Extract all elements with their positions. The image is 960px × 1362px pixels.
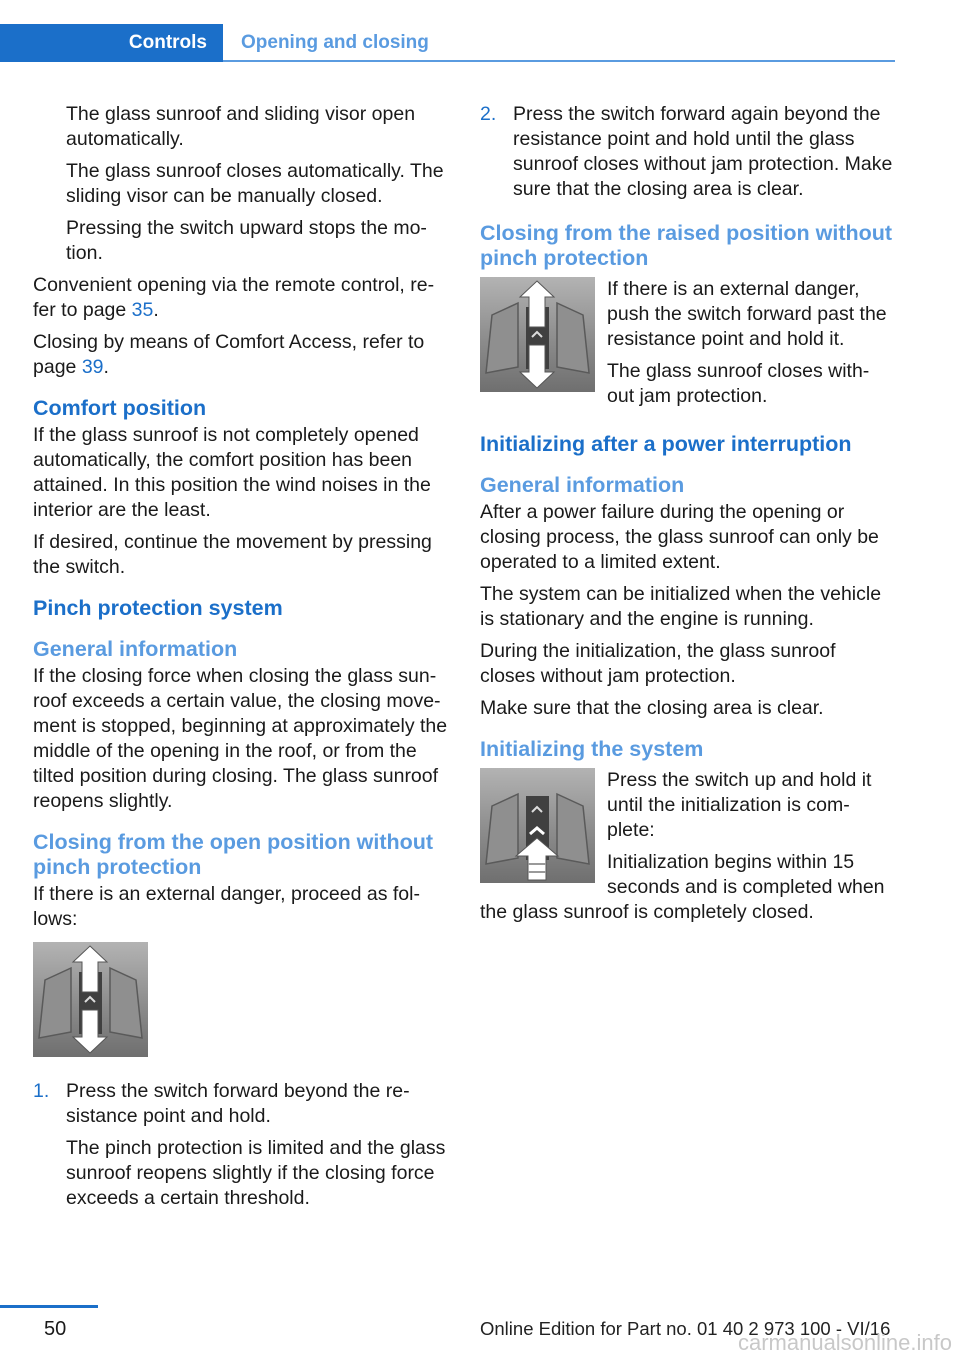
sunroof-switch-figure [33,942,148,1057]
sunroof-switch-figure [480,277,595,392]
list-item [480,102,895,209]
up-arrow-icon [480,768,595,883]
online-edition-text: Online Edition for Part no. 01 40 2 973 100 - VI/16 [480,1318,891,1339]
paragraph: Closing by means of Comfort Access, refer to page 39. [33,331,425,378]
figure-block [480,277,895,416]
list-item [33,1079,448,1218]
header-rule [223,60,895,62]
heading-pinch-protection: Pinch protection system [33,596,283,620]
paragraph: The pinch protection is limited and the glass sunroof reopens slightly if the closing force exceeds a certain threshold. [66,1137,446,1209]
page-number: 50 [44,1318,67,1340]
heading-closing-open-position: Closing from the open position without pinch protection [33,830,434,879]
chapter-tab[interactable] [0,24,223,62]
paragraph: Pressing the switch upward stops the mo‐tion. [66,217,427,264]
section-title[interactable]: Opening and closing [241,32,429,53]
paragraph: Make sure that the closing area is clear. [480,697,824,719]
chapter-label: Controls [128,32,207,53]
text: Convenient opening via the remote control, re‐fer to page [33,274,435,321]
heading-initializing-power-interruption: Initializing after a power interruption [480,432,852,456]
heading-comfort-position: Comfort position [33,396,207,420]
heading-general-information: General information [480,473,685,497]
paragraph: The glass sunroof and sliding visor open automatically. [66,103,416,150]
paragraph: Initialization begins within 15 seconds and is completed when the glass sunroof is completely closed. [480,851,885,923]
paragraph: If the glass sunroof is not completely opened automatically, the comfort position has been attained. In this position the wind noises in the interior are the least. [33,424,431,521]
list-number: 1. [33,1080,50,1102]
list-number: 2. [480,103,497,125]
left-column [33,102,448,1225]
double-arrow-icon [480,277,595,392]
paragraph: The glass sunroof closes with‐out jam protection. [607,360,870,407]
page-link-39[interactable]: 39 [81,356,104,378]
paragraph: If there is an external danger, proceed as fol‐lows: [33,883,420,930]
paragraph: Press the switch forward again beyond the resistance point and hold until the glass sunroof closes without jam protection. Make sure that the closing area is clear. [513,103,893,200]
paragraph: The system can be initialized when the vehicle is stationary and the engine is running. [480,583,882,630]
double-arrow-icon [33,942,148,1057]
heading-closing-raised-position: Closing from the raised position without pinch protection [480,221,893,270]
heading-initializing-system: Initializing the system [480,737,704,761]
paragraph: If there is an external danger, push the switch forward past the resistance point and hold it. [607,278,887,350]
paragraph: Press the switch forward beyond the re‐sistance point and hold. [66,1080,410,1127]
heading-general-information: General information [33,637,238,661]
page-link-35[interactable]: 35 [131,299,154,321]
paragraph: If the closing force when closing the glass sun‐roof exceeds a certain value, the closing move‐ment is stopped, beginning at approximately the middle of the opening in the roof, or from the tilted position during closing. The glass sunroof reopens slightly. [33,665,448,812]
sunroof-switch-figure [480,768,595,883]
paragraph: The glass sunroof closes automatically. The sliding visor can be manually closed. [66,160,444,207]
paragraph: After a power failure during the opening or closing process, the glass sunroof can only be operated to a limited extent. [480,501,879,573]
footer-rule [0,1305,98,1308]
paragraph: If desired, continue the movement by pressing the switch. [33,531,432,578]
page-header [0,24,895,62]
figure-block [480,768,895,932]
watermark: carmanualsonline.info [737,1330,952,1355]
text: Closing by means of Comfort Access, refer to page [33,331,425,378]
paragraph: Convenient opening via the remote control, re‐fer to page 35. [33,274,435,321]
paragraph: Press the switch up and hold it until the initialization is com‐plete: [607,769,872,841]
right-column [480,102,895,932]
paragraph: During the initialization, the glass sunroof closes without jam protection. [480,640,836,687]
